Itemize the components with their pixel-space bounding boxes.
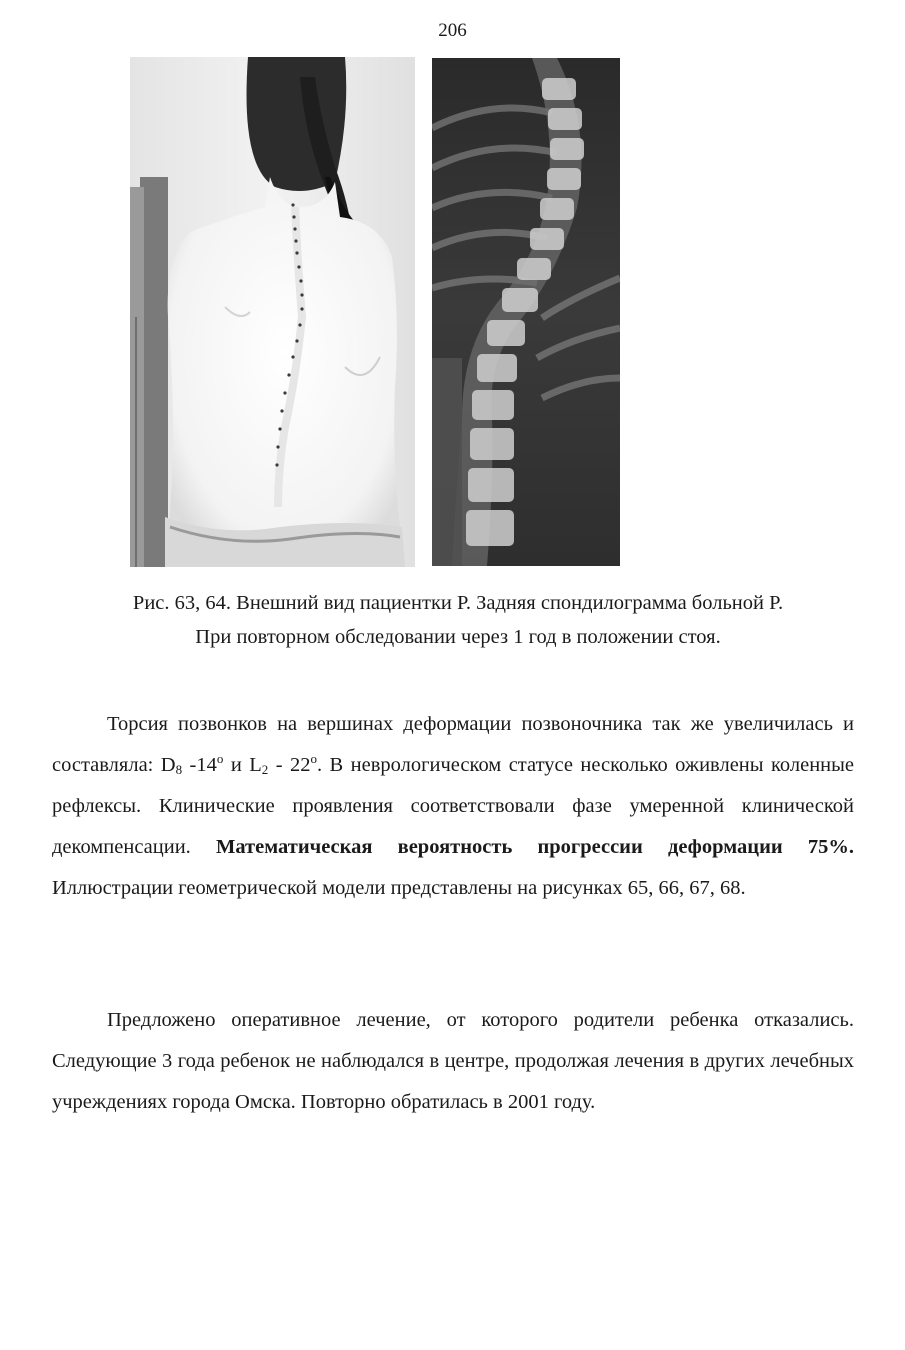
p2-text: Предложено оперативное лечение, от которого родители ребенка отказались. Следующие 3 года ребенок не наблюдался в центре, продолжая лечения в других лечебных учреждениях города Омска. Повторно обратилась в 2001 году. bbox=[52, 1009, 854, 1113]
patient-back-photo bbox=[130, 57, 415, 567]
p1-text-2: -14 bbox=[182, 754, 217, 776]
p1-text-3: и L bbox=[223, 754, 262, 776]
paragraph-1 bbox=[52, 704, 854, 909]
p1-degree-1: o bbox=[216, 751, 224, 766]
p1-text-5: . В неврологическом статусе несколько оживлены коленные рефлексы. Клинические проявления соответствовали фазе умеренной клинической декомпенсации. bbox=[52, 754, 855, 858]
paragraph-2 bbox=[52, 1000, 854, 1123]
page-number: 206 bbox=[438, 20, 467, 41]
caption-line-2: При повторном обследовании через 1 год в положении стоя. bbox=[195, 626, 721, 648]
figure-caption bbox=[58, 586, 858, 654]
p1-sub-2: 2 bbox=[261, 762, 269, 777]
p1-text-4: - 22 bbox=[268, 754, 311, 776]
p1-text-1: Торсия позвонков на вершинах деформации позвоночника так же увеличилась и составляла: D bbox=[52, 713, 854, 776]
p1-bold-probability: Математическая вероятность прогрессии деформации 75%. bbox=[215, 836, 854, 858]
p1-degree-2: o bbox=[310, 751, 317, 766]
p1-sub-1: 8 bbox=[175, 762, 183, 777]
caption-line-1: Рис. 63, 64. Внешний вид пациентки Р. Задняя спондилограмма больной Р. bbox=[132, 592, 784, 614]
spine-xray-image bbox=[432, 58, 620, 566]
p1-text-6: Иллюстрации геометрической модели представлены на рисунках 65, 66, 67, 68. bbox=[52, 877, 746, 899]
